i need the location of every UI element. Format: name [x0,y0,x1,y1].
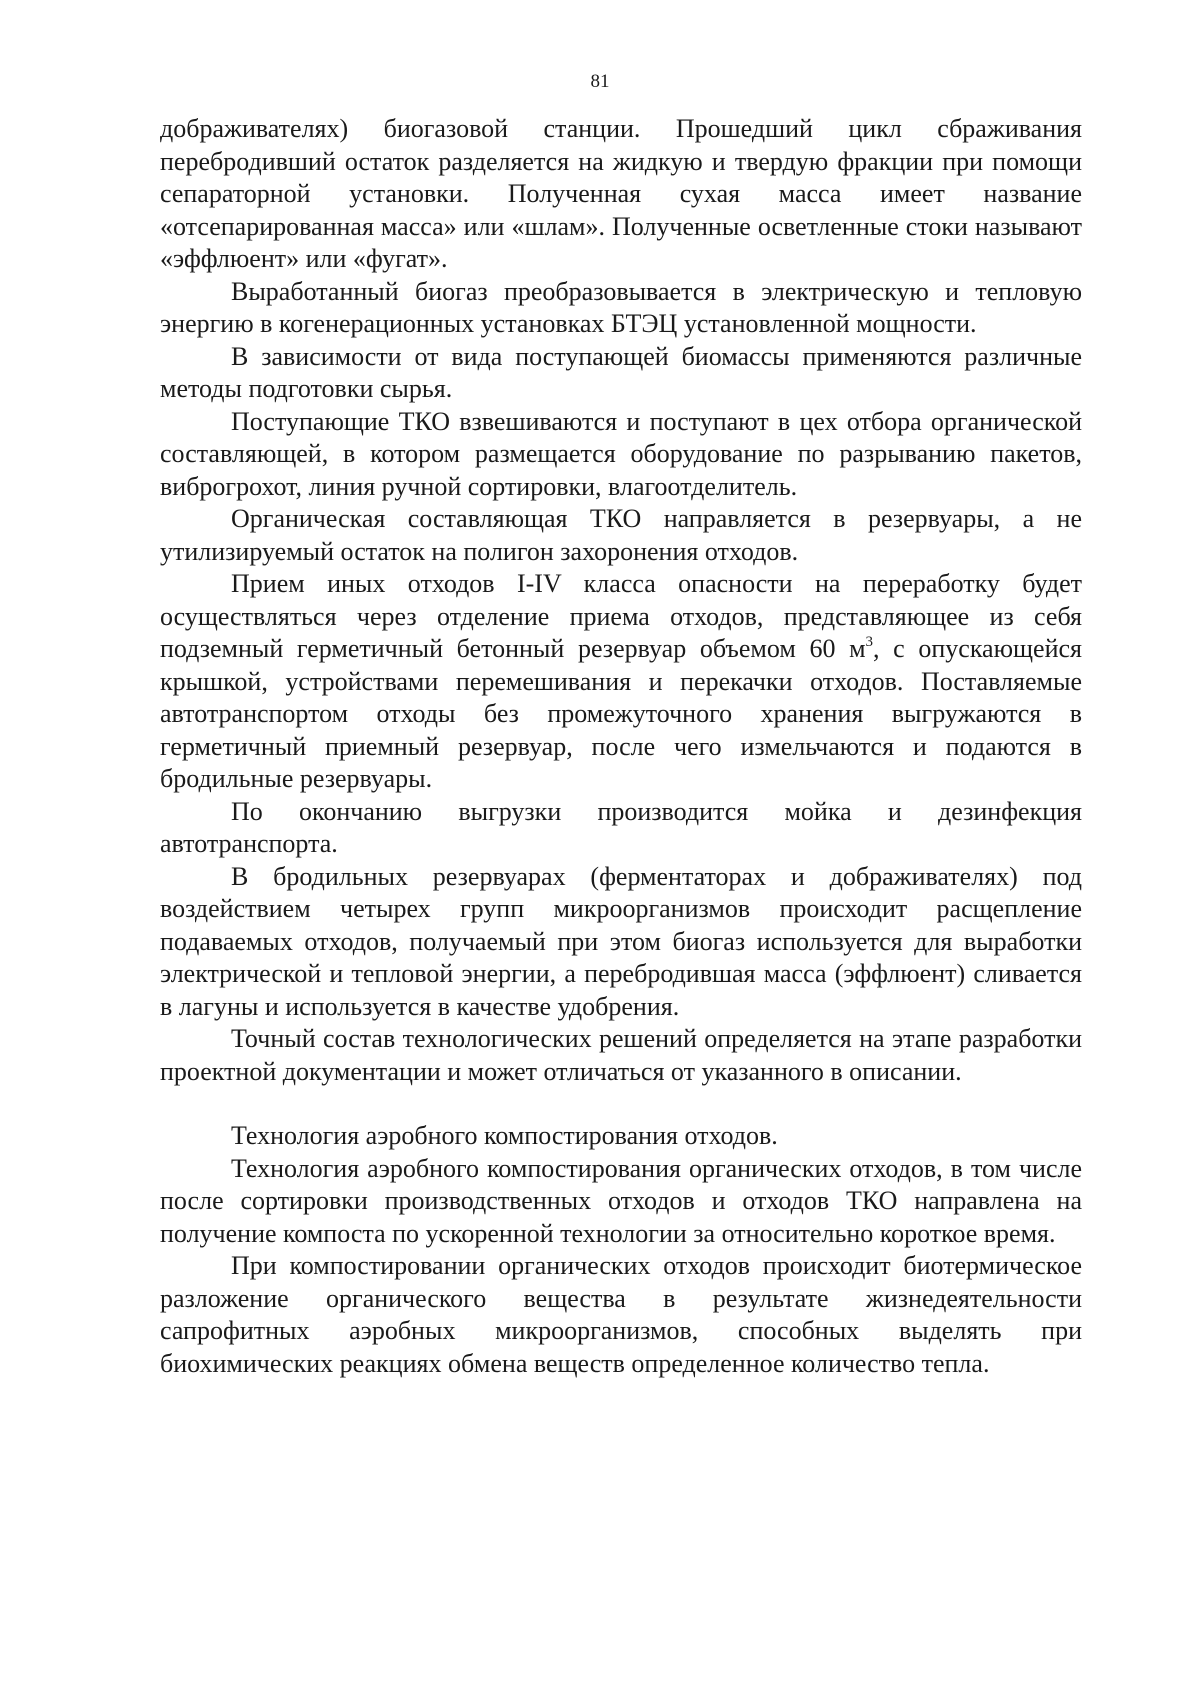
paragraph-organic-fraction: Органическая составляющая ТКО направляется в резервуары, а не утилизируемый остаток на полигон захоронения отходов. [160,504,1082,566]
document-body [160,113,1082,1380]
paragraph-raw-material-preparation: В зависимости от вида поступающей биомассы применяются различные методы подготовки сырья. [160,341,1082,403]
paragraph-waste-reception-part2: , с опускающейся крышкой, устройствами перемешивания и перекачки отходов. Поставляемые автотранспортом отходы без промежуточного хранения выгружаются в герметичный приемный резервуар, после чего измельчаются и подаются в бродильные резервуары. [160,634,1082,793]
paragraph-aerobic-composting: Технология аэробного компостирования органических отходов, в том числе после сортировки производственных отходов и отходов ТКО направлена на получение компоста по ускоренной технологии за относительно короткое время. [160,1153,1082,1248]
page-number: 81 [590,71,610,92]
paragraph-technology-composition: Точный состав технологических решений определяется на этапе разработки проектной документации и может отличаться от указанного в описании. [160,1024,1082,1086]
paragraph-continuation: дображивателях) биогазовой станции. Прошедший цикл сбраживания перебродивший остаток разделяется на жидкую и твердую фракции при помощи сепараторной установки. Полученная сухая масса имеет название «отсепарированная масса» или «шлам». Полученные осветленные стоки называют «эффлюент» или «фугат». [160,114,1082,273]
paragraph-waste-reception [160,568,1082,796]
paragraph-fermentation: В бродильных резервуарах (ферментаторах и дображивателях) под воздействием четырех групп микроорганизмов происходит расщепление подаваемых отходов, получаемый при этом биогаз используется для выработки электрической и тепловой энергии, а перебродившая масса (эффлюент) сливается в лагуны и используется в качестве удобрения. [160,861,1082,1021]
paragraph-biothermal-decomposition: При компостировании органических отходов происходит биотермическое разложение органического вещества в результате жизнедеятельности сапрофитных аэробных микроорганизмов, способных выделять при биохимических реакциях обмена веществ определенное количество тепла. [160,1251,1082,1378]
cubic-superscript: 3 [865,634,874,650]
paragraph-biogas-conversion: Выработанный биогаз преобразовывается в электрическую и тепловую энергию в когенерационных установках БТЭЦ установленной мощности. [160,276,1082,338]
section-heading: Технология аэробного компостирования отходов. [231,1121,778,1150]
paragraph-waste-reception-part1: Прием иных отходов I-IV класса опасности на переработку будет осуществляться через отделение приема отходов, представляющее из себя подземный герметичный бетонный резервуар объемом 60 м [160,569,1082,663]
paragraph-tko-weighing: Поступающие ТКО взвешиваются и поступают в цех отбора органической составляющей, в котором размещается оборудование по разрыванию пакетов, виброгрохот, линия ручной сортировки, влагоотделитель. [160,406,1082,501]
paragraph-vehicle-washing: По окончанию выгрузки производится мойка и дезинфекция автотранспорта. [160,796,1082,858]
